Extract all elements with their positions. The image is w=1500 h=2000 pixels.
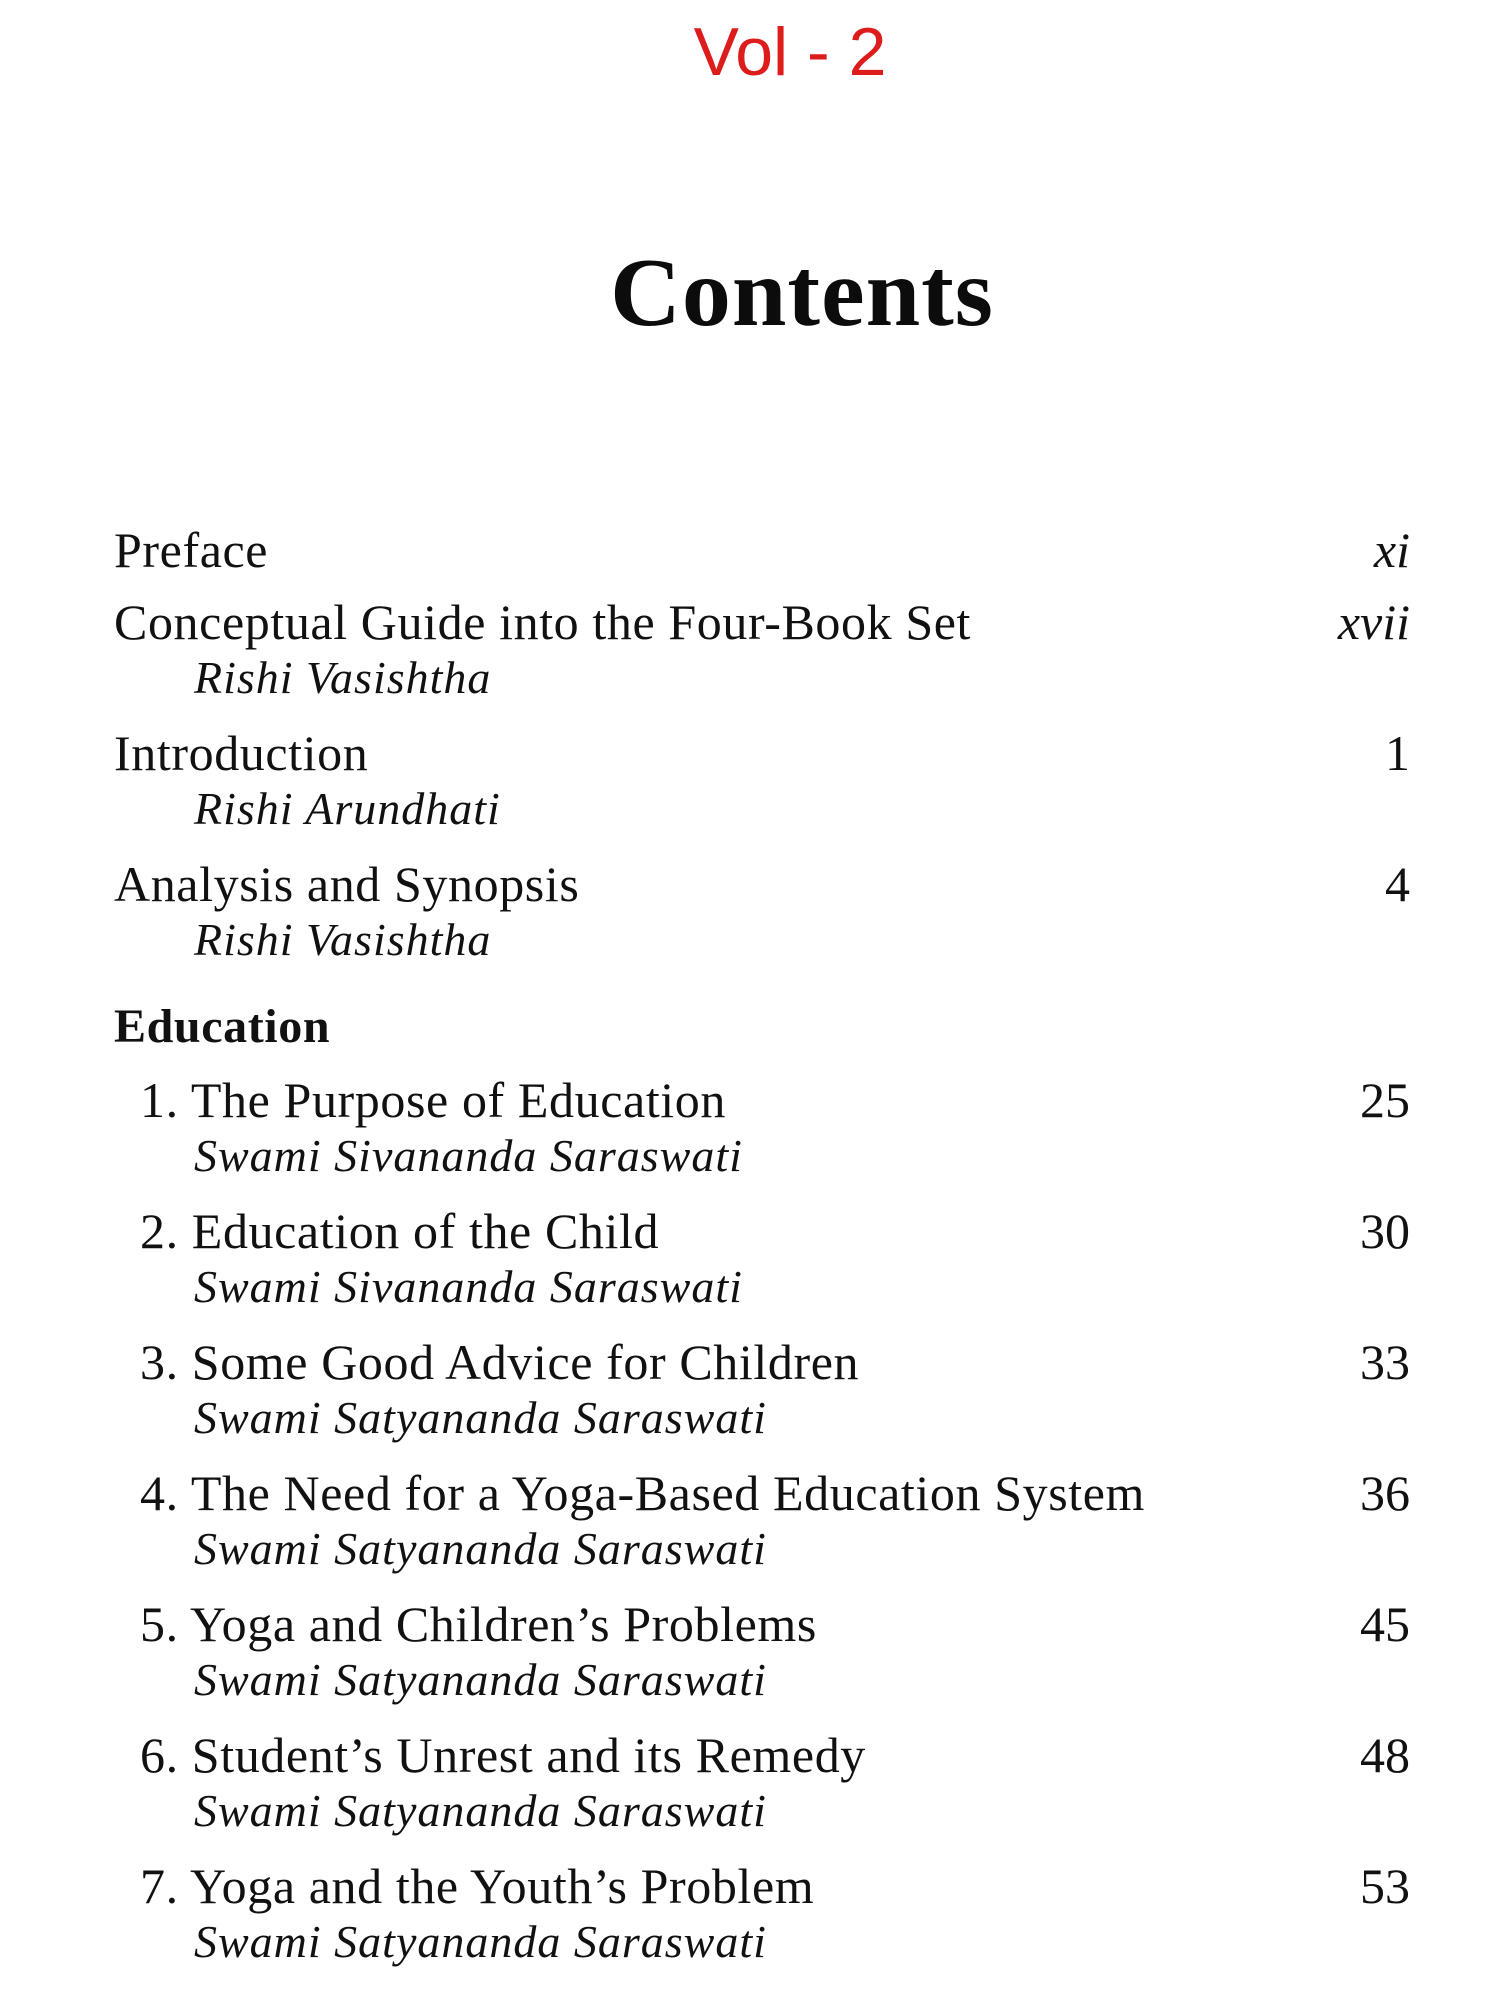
entry-page-number: 36 bbox=[1360, 1465, 1410, 1521]
entry-title: 3. Some Good Advice for Children bbox=[140, 1334, 860, 1390]
entry-author: Swami Sivananda Saraswati bbox=[194, 1261, 743, 1312]
entry-page-number: 45 bbox=[1360, 1596, 1410, 1652]
entry-title: 4. The Need for a Yoga-Based Education System bbox=[140, 1465, 1146, 1521]
entry-title: Introduction bbox=[114, 725, 369, 781]
entry-author: Swami Sivananda Saraswati bbox=[194, 1130, 743, 1181]
entry-title: 7. Yoga and the Youth’s Problem bbox=[140, 1858, 815, 1914]
entry-title: Conceptual Guide into the Four-Book Set bbox=[114, 594, 972, 650]
toc-chapter-6[interactable] bbox=[0, 1725, 1500, 1836]
entry-author: Swami Satyananda Saraswati bbox=[194, 1916, 767, 1967]
volume-label: Vol - 2 bbox=[693, 14, 887, 90]
toc-chapter-3[interactable] bbox=[0, 1332, 1500, 1443]
entry-title: Analysis and Synopsis bbox=[114, 856, 580, 912]
entry-title: 1. The Purpose of Education bbox=[140, 1072, 726, 1128]
toc-entry-analysis-synopsis[interactable] bbox=[0, 854, 1500, 965]
entry-author: Rishi Arundhati bbox=[194, 783, 501, 834]
entry-title: Preface bbox=[114, 522, 269, 578]
page-title: Contents bbox=[610, 239, 994, 347]
entry-page-number: 48 bbox=[1360, 1727, 1410, 1783]
entry-page-number: 33 bbox=[1360, 1334, 1410, 1390]
toc-entry-conceptual-guide[interactable] bbox=[0, 592, 1500, 703]
entry-page-number: 30 bbox=[1360, 1203, 1410, 1259]
entry-author: Swami Satyananda Saraswati bbox=[194, 1785, 767, 1836]
toc-chapter-1[interactable] bbox=[0, 1070, 1500, 1181]
toc-chapter-5[interactable] bbox=[0, 1594, 1500, 1705]
entry-title: 5. Yoga and Children’s Problems bbox=[140, 1596, 817, 1652]
section-heading-education: Education bbox=[114, 1000, 331, 1053]
entry-title: 2. Education of the Child bbox=[140, 1203, 660, 1259]
entry-author: Swami Satyananda Saraswati bbox=[194, 1392, 767, 1443]
entry-page-number: 4 bbox=[1385, 856, 1410, 912]
toc-chapter-4[interactable] bbox=[0, 1463, 1500, 1574]
toc-chapter-7[interactable] bbox=[0, 1856, 1500, 1967]
entry-page-number: 53 bbox=[1360, 1858, 1410, 1914]
entry-page-number: xi bbox=[1373, 522, 1410, 578]
entry-author: Swami Satyananda Saraswati bbox=[194, 1654, 767, 1705]
toc-entry-introduction[interactable] bbox=[0, 723, 1500, 834]
entry-author: Swami Satyananda Saraswati bbox=[194, 1523, 767, 1574]
entry-page-number: 1 bbox=[1385, 725, 1410, 781]
toc-chapter-2[interactable] bbox=[0, 1201, 1500, 1312]
entry-page-number: 25 bbox=[1360, 1072, 1410, 1128]
toc-entry-preface[interactable] bbox=[0, 520, 1500, 580]
entry-page-number: xvii bbox=[1337, 594, 1410, 650]
entry-title: 6. Student’s Unrest and its Remedy bbox=[140, 1727, 866, 1783]
entry-author: Rishi Vasishtha bbox=[194, 914, 492, 965]
entry-author: Rishi Vasishtha bbox=[194, 652, 492, 703]
